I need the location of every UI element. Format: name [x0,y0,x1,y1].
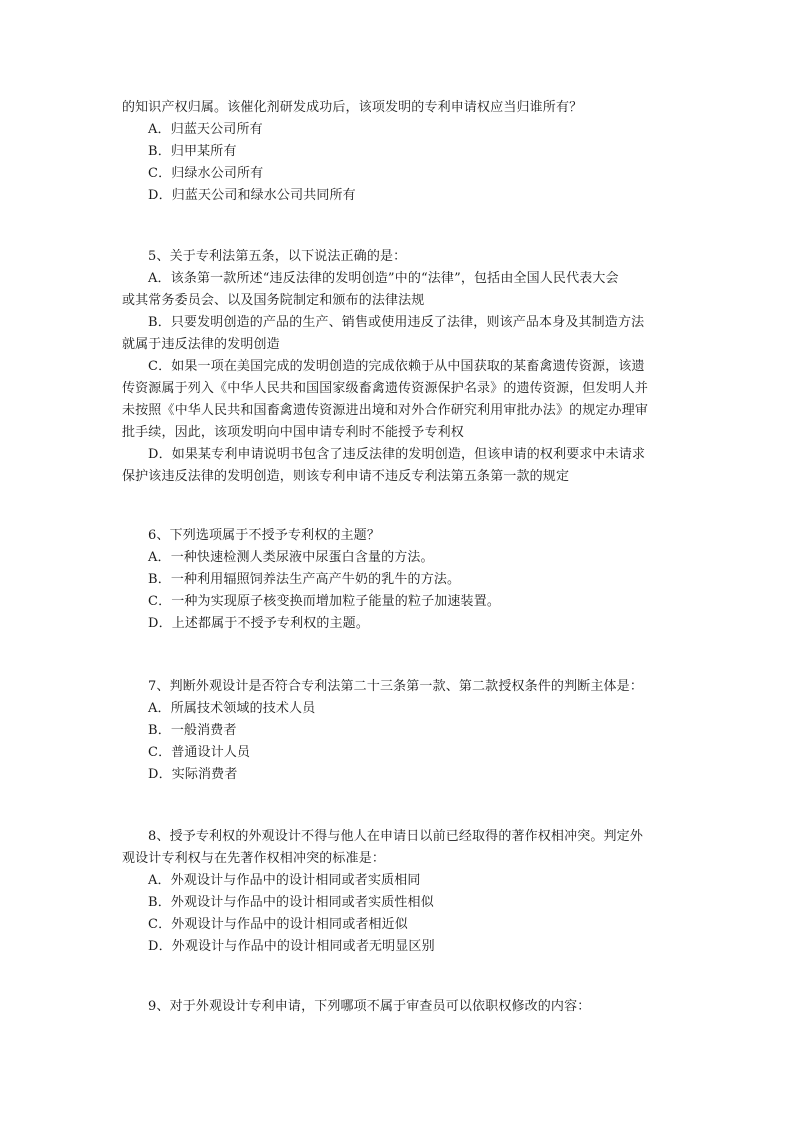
q8-option-d: D．外观设计与作品中的设计相同或者无明显区别 [148,939,435,954]
q5-option-b-line1: B．只要发明创造的产品的生产、销售或使用违反了法律，则该产品本身及其制造方法 [148,315,645,330]
q8-stem-line1: 8、授予专利权的外观设计不得与他人在申请日以前已经取得的著作权相冲突。判定外 [148,829,643,844]
q5-option-c-line3: 未按照《中华人民共和国畜禽遗传资源进出境和对外合作研究利用审批办法》的规定办理审 [122,403,649,418]
q6-option-a: A．一种快速检测人类尿液中尿蛋白含量的方法。 [148,550,434,565]
q5-option-a-line1: A．该条第一款所述“违反法律的发明创造”中的“法律”，包括由全国人民代表大会 [148,271,619,286]
fragment-option-b: B．归甲某所有 [148,144,237,159]
q7-option-d: D．实际消费者 [148,767,238,782]
q8-stem-line2: 观设计专利权与在先著作权相冲突的标准是： [122,851,386,866]
q8-option-c: C．外观设计与作品中的设计相同或者相近似 [148,917,408,932]
q7-option-a: A．所属技术领域的技术人员 [148,701,316,716]
q5-option-a-line2: 或其常务委员会、以及国务院制定和颁布的法律法规 [122,293,425,308]
q5-stem: 5、关于专利法第五条，以下说法正确的是： [148,249,407,264]
q7-stem: 7、判断外观设计是否符合专利法第二十三条第一款、第二款授权条件的判断主体是： [148,679,643,694]
q5-option-c-line2: 传资源属于列入《中华人民共和国国家级畜禽遗传资源保护名录》的遗传资源，但发明人并 [122,381,649,396]
q6-option-d: D．上述都属于不授予专利权的主题。 [148,616,369,631]
fragment-option-a: A．归蓝天公司所有 [148,122,263,137]
q8-option-a: A．外观设计与作品中的设计相同或者实质相同 [148,873,421,888]
q8-option-b: B．外观设计与作品中的设计相同或者实质性相似 [148,895,434,910]
q7-option-c: C．普通设计人员 [148,745,251,760]
q6-option-c: C．一种为实现原子核变换而增加粒子能量的粒子加速装置。 [148,594,500,609]
fragment-option-c: C．归绿水公司所有 [148,166,264,181]
q9-stem: 9、对于外观设计专利申请，下列哪项不属于审查员可以依职权修改的内容： [148,999,591,1014]
fragment-stem-line: 的知识产权归属。该催化剂研发成功后，该项发明的专利申请权应当归谁所有？ [122,100,583,115]
q5-option-c-line1: C．如果一项在美国完成的发明创造的完成依赖于从中国获取的某畜禽遗传资源，该遗 [148,359,645,374]
q6-stem: 6、下列选项属于不授予专利权的主题？ [148,528,380,543]
q7-option-b: B．一般消费者 [148,723,237,738]
q5-option-d-line2: 保护该违反法律的发明创造，则该专利申请不违反专利法第五条第一款的规定 [122,469,570,484]
fragment-option-d: D．归蓝天公司和绿水公司共同所有 [148,188,356,203]
q5-option-c-line4: 批手续，因此，该项发明向中国申请专利时不能授予专利权 [122,425,464,440]
q6-option-b: B．一种利用辐照饲养法生产高产牛奶的乳牛的方法。 [148,572,461,587]
q5-option-d-line1: D．如果某专利申请说明书包含了违反法律的发明创造，但该申请的权利要求中未请求 [148,447,646,462]
q5-option-b-line2: 就属于违反法律的发明创造 [122,337,280,352]
